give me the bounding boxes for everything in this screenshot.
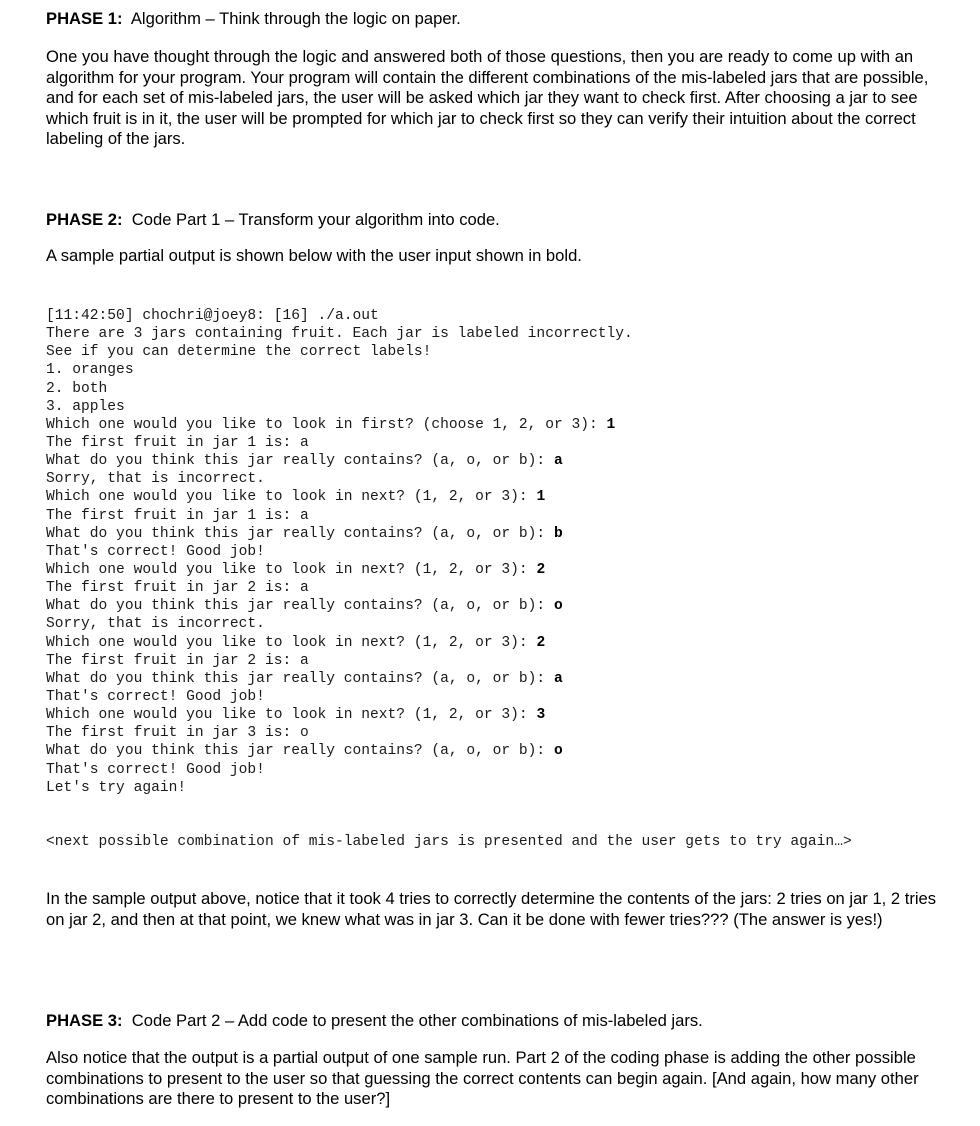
terminal-line xyxy=(46,706,633,724)
terminal-user-input: o xyxy=(553,598,563,615)
terminal-line xyxy=(46,325,633,343)
terminal-line xyxy=(46,742,633,760)
phase1-heading xyxy=(46,9,461,30)
terminal-output-text: See if you can determine the correct labels! xyxy=(46,344,432,361)
terminal-output-text: The first fruit in jar 2 is: a xyxy=(46,580,309,597)
terminal-output-text: The first fruit in jar 1 is: a xyxy=(46,507,309,524)
terminal-output-text: 3. apples xyxy=(46,398,125,415)
terminal-line xyxy=(46,488,633,506)
terminal-user-input: 2 xyxy=(536,561,546,578)
terminal-line xyxy=(46,434,633,452)
terminal-output-text: That's correct! Good job! xyxy=(46,761,265,778)
terminal-line xyxy=(46,470,633,488)
phase2-heading xyxy=(46,210,500,231)
phase2-title: Code Part 1 – Transform your algorithm into code. xyxy=(131,210,500,229)
terminal-output-text: Which one would you like to look in next? (1, 2, or 3): xyxy=(46,561,537,578)
terminal-line xyxy=(46,525,633,543)
terminal-output-text: 1. oranges xyxy=(46,362,134,379)
terminal-output-text: The first fruit in jar 2 is: a xyxy=(46,652,309,669)
terminal-note: <next possible combination of mis-labeled jars is presented and the user gets to try again…> xyxy=(46,834,852,850)
terminal-user-input: 1 xyxy=(536,489,546,506)
terminal-line xyxy=(46,724,633,742)
terminal-output-text: What do you think this jar really contains? (a, o, or b): xyxy=(46,525,554,542)
terminal-output-text: The first fruit in jar 3 is: o xyxy=(46,725,309,742)
terminal-user-input: 3 xyxy=(536,707,546,724)
terminal-line xyxy=(46,779,633,797)
terminal-line xyxy=(46,652,633,670)
terminal-output-text: What do you think this jar really contains? (a, o, or b): xyxy=(46,743,554,760)
terminal-output-text: [11:42:50] chochri@joey8: [16] ./a.out xyxy=(46,308,379,324)
terminal-line xyxy=(46,307,633,325)
terminal-user-input: o xyxy=(553,743,563,760)
terminal-line xyxy=(46,416,633,434)
terminal-output-text: What do you think this jar really contains? (a, o, or b): xyxy=(46,670,554,687)
phase2-intro: A sample partial output is shown below with the user input shown in bold. xyxy=(46,246,582,265)
phase2-label: PHASE 2: xyxy=(46,210,123,229)
analysis-paragraph: In the sample output above, notice that it took 4 tries to correctly determine the contents of the jars: 2 tries on jar 1, 2 tries on jar 2, and then at that point, we knew what was in jar 3. Can it be done with fewer tries??? (The answer is yes!) xyxy=(46,889,937,929)
terminal-user-input: a xyxy=(553,453,563,470)
terminal-output-text: The first fruit in jar 1 is: a xyxy=(46,434,309,451)
terminal-line xyxy=(46,361,633,379)
terminal-output-text: That's correct! Good job! xyxy=(46,543,265,560)
terminal-line xyxy=(46,597,633,615)
terminal-line xyxy=(46,615,633,633)
phase1-paragraph: One you have thought through the logic and answered both of those questions, then you are ready to come up with an algorithm for your program. Your program will contain the different combinations of the mis-labeled jars that are possible, and for each set of mis-labeled jars, the user will be asked which jar they want to check first. After choosing a jar to see which fruit is in it, the user will be prompted for which jar to check first so they can verify their intuition about the correct labeling of the jars. xyxy=(46,47,929,148)
terminal-user-input: b xyxy=(553,525,563,542)
phase3-heading xyxy=(46,1011,703,1032)
terminal-output-text: Sorry, that is incorrect. xyxy=(46,471,265,488)
terminal-line xyxy=(46,634,633,652)
terminal-output-text: What do you think this jar really contains? (a, o, or b): xyxy=(46,598,554,615)
terminal-line xyxy=(46,452,633,470)
phase1-title: Algorithm – Think through the logic on paper. xyxy=(130,9,461,28)
terminal-output-text: Which one would you like to look in first? (choose 1, 2, or 3): xyxy=(46,416,607,433)
terminal-output-text: What do you think this jar really contains? (a, o, or b): xyxy=(46,453,554,470)
sample-output-terminal xyxy=(46,307,633,797)
terminal-line xyxy=(46,507,633,525)
phase3-label: PHASE 3: xyxy=(46,1011,123,1030)
phase3-paragraph: Also notice that the output is a partial output of one sample run. Part 2 of the coding phase is adding the other possible combinations to present to the user so that guessing the correct contents can begin again. [And again, how many other combinations are there to present to the user?] xyxy=(46,1048,919,1108)
phase1-label: PHASE 1: xyxy=(46,9,123,28)
terminal-line xyxy=(46,380,633,398)
terminal-line xyxy=(46,579,633,597)
terminal-output-text: Which one would you like to look in next? (1, 2, or 3): xyxy=(46,489,537,506)
terminal-output-text: Let's try again! xyxy=(46,779,187,796)
terminal-output-text: There are 3 jars containing fruit. Each jar is labeled incorrectly. xyxy=(46,326,633,343)
terminal-user-input: 1 xyxy=(606,416,616,433)
terminal-line xyxy=(46,670,633,688)
terminal-line xyxy=(46,543,633,561)
terminal-output-text: Which one would you like to look in next? (1, 2, or 3): xyxy=(46,634,537,651)
terminal-line xyxy=(46,761,633,779)
terminal-output-text: 2. both xyxy=(46,380,108,397)
terminal-line xyxy=(46,561,633,579)
terminal-user-input: a xyxy=(553,670,563,687)
terminal-output-text: That's correct! Good job! xyxy=(46,688,265,705)
phase3-title: Code Part 2 – Add code to present the other combinations of mis-labeled jars. xyxy=(131,1011,703,1030)
terminal-line xyxy=(46,398,633,416)
terminal-line xyxy=(46,688,633,706)
terminal-output-text: Sorry, that is incorrect. xyxy=(46,616,265,633)
terminal-line xyxy=(46,343,633,361)
terminal-user-input: 2 xyxy=(536,634,546,651)
terminal-output-text: Which one would you like to look in next? (1, 2, or 3): xyxy=(46,707,537,724)
